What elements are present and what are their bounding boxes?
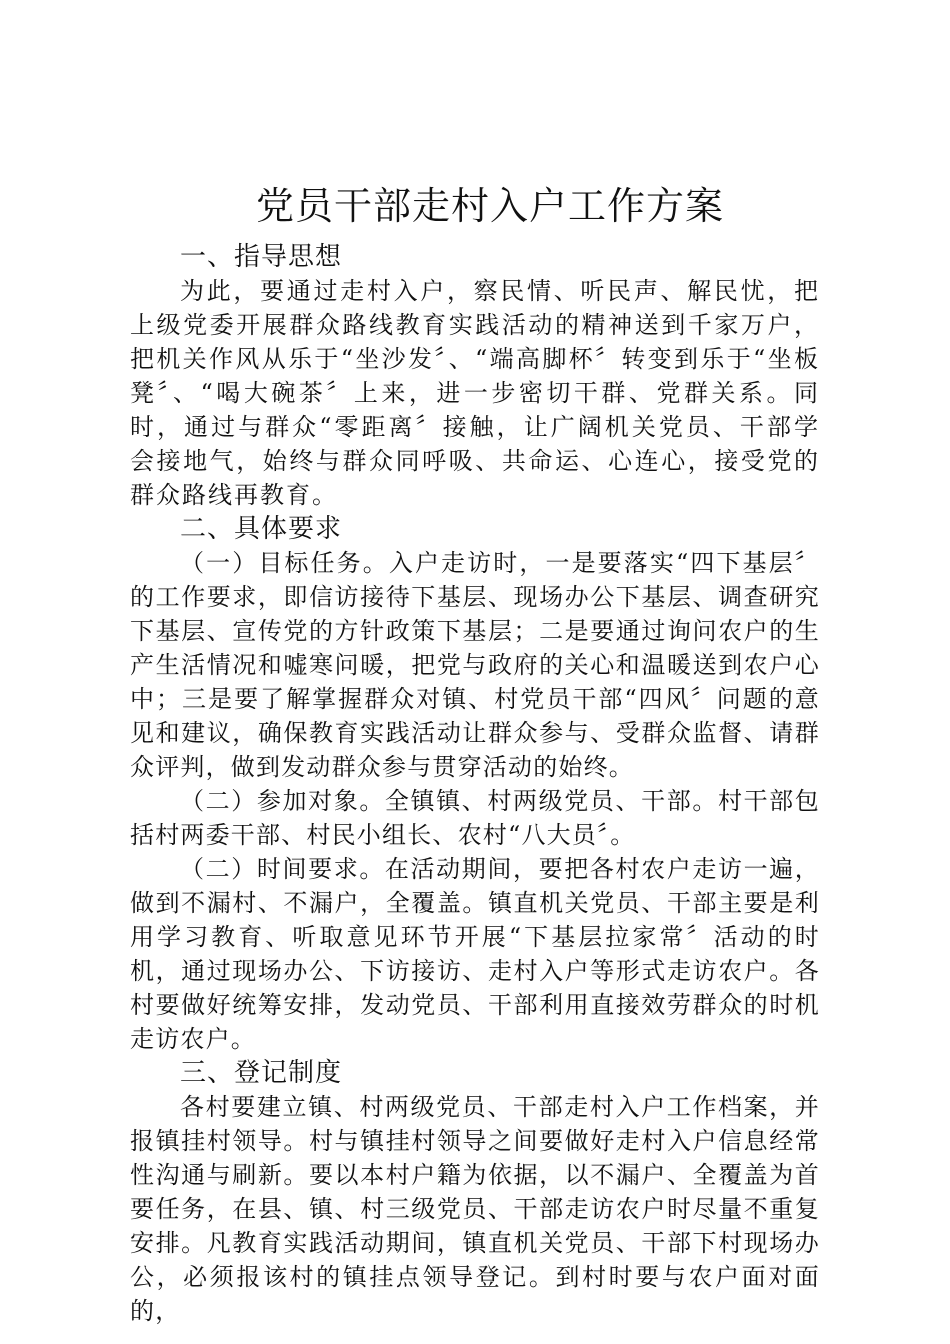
section-heading-specific-requirements: 二、具体要求 <box>180 514 343 544</box>
section-heading-registration-system: 三、登记制度 <box>180 1058 343 1088</box>
paragraph-registration-system: 各村要建立镇、村两级党员、干部走村入户工作档案，并报镇挂村领导。村与镇挂村领导之间要做好走村入户信息经常性沟通与刷新。要以本村户籍为依据，以不漏户、全覆盖为首要任务，在县、镇、村三级党员、干部走访农户时尽量不重复安排。凡教育实践活动期间，镇直机关党员、干部下村现场办公，必须报该村的镇挂点领导登记。到村时要与农户面对面的， <box>130 1093 820 1325</box>
paragraph-time-requirements: （二）时间要求。在活动期间，要把各村农户走访一遍，做到不漏村、不漏户，全覆盖。镇直机关党员、干部主要是利用学习教育、听取意见环节开展“下基层拉家常〞活动的时机，通过现场办公、下访接访、走村入户等形式走访农户。各村要做好统筹安排，发动党员、干部利用直接效劳群众的时机走访农户。 <box>130 855 820 1053</box>
paragraph-target-tasks: （一）目标任务。入户走访时，一是要落实“四下基层〞的工作要求，即信访接待下基层、现场办公下基层、调查研究下基层、宣传党的方针政策下基层；二是要通过询问农户的生产生活情况和嘘寒问暖，把党与政府的关心和温暖送到农户心中；三是要了解掌握群众对镇、村党员干部“四风〞问题的意见和建议，确保教育实践活动让群众参与、受群众监督、请群众评判，做到发动群众参与贯穿活动的始终。 <box>130 549 820 781</box>
paragraph-participants: （二）参加对象。全镇镇、村两级党员、干部。村干部包括村两委干部、村民小组长、农村“八大员〞。 <box>130 787 820 849</box>
document-page <box>130 178 820 1328</box>
section-heading-guiding-ideology: 一、指导思想 <box>180 242 343 272</box>
document-title: 党员干部走村入户工作方案 <box>255 184 724 228</box>
paragraph-guiding-ideology: 为此，要通过走村入户，察民情、听民声、解民忧，把上级党委开展群众路线教育实践活动的精神送到千家万户，把机关作风从乐于“坐沙发〞、“端高脚杯〞转变到乐于“坐板凳〞、“喝大碗茶〞上来，进一步密切干群、党群关系。同时，通过与群众“零距离〞接触，让广阔机关党员、干部学会接地气，始终与群众同呼吸、共命运、心连心，接受党的群众路线再教育。 <box>130 277 820 509</box>
